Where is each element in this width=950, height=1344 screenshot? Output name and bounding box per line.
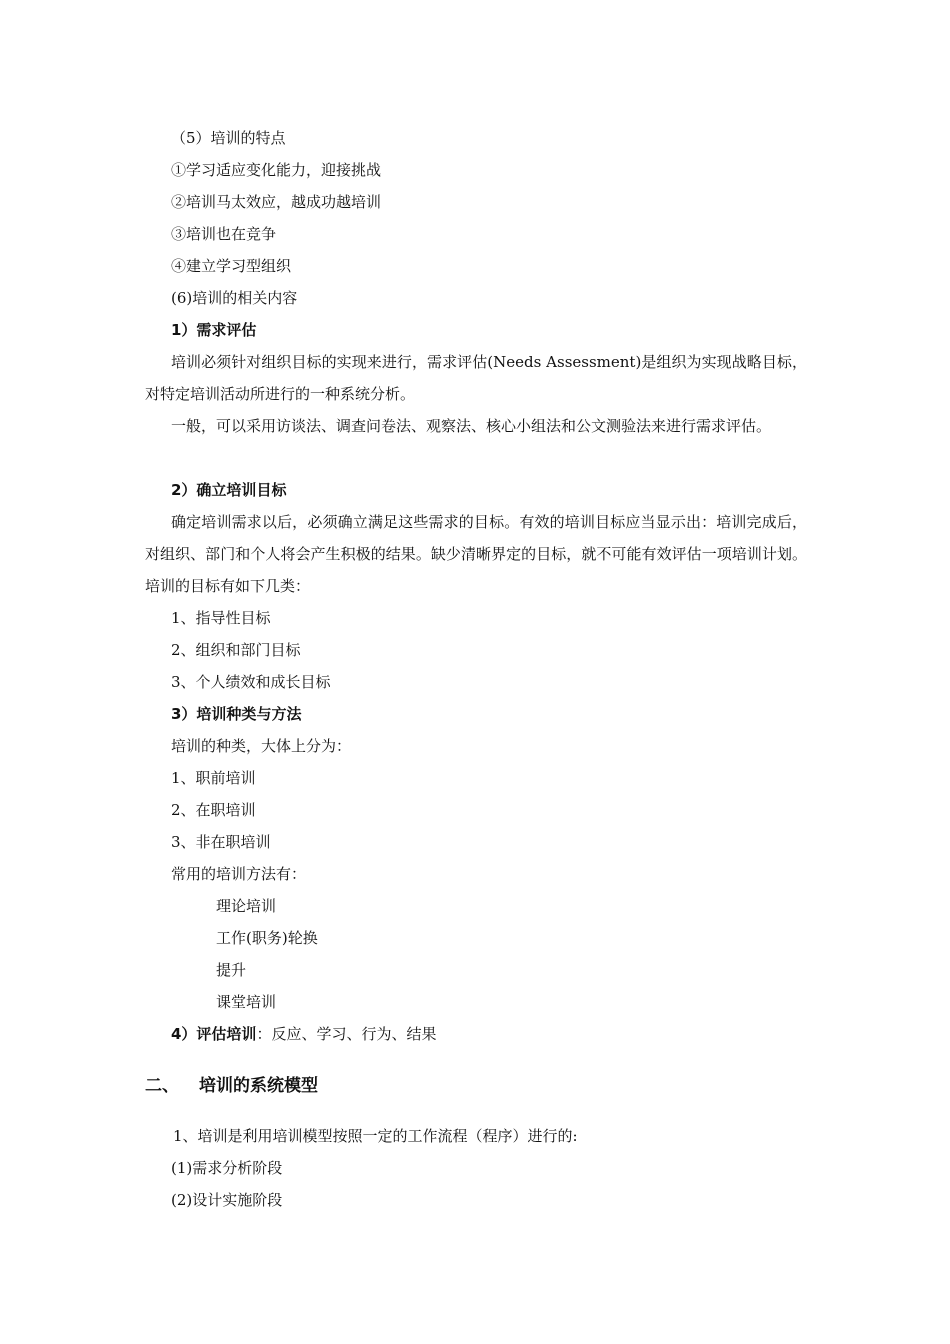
list-item: 2、组织和部门目标 <box>171 641 301 659</box>
list-item: ④建立学习型组织 <box>171 257 292 275</box>
evaluation-title: 4）评估培训 <box>171 1025 257 1043</box>
list-item: ①学习适应变化能力，迎接挑战 <box>171 161 382 179</box>
evaluation-line <box>171 1024 436 1044</box>
needs-assessment-para-2: 一般，可以采用访谈法、调查问卷法、观察法、核心小组法和公文测验法来进行需求评估。 <box>171 417 772 435</box>
list-item: 课堂培训 <box>216 993 277 1011</box>
list-item: ②培训马太效应，越成功越培训 <box>171 193 382 211</box>
list-item: 2、在职培训 <box>171 801 256 819</box>
training-features-heading: （5）培训的特点 <box>171 129 286 147</box>
needs-assessment-para-1: 培训必须针对组织目标的实现来进行，需求评估(Needs Assessment)是组织为实现战略目标，对特定培训活动所进行的一种系统分析。 <box>145 353 807 403</box>
needs-assessment-title: 1）需求评估 <box>171 321 257 339</box>
evaluation-text: ：反应、学习、行为、结果 <box>256 1025 437 1043</box>
methods-intro: 常用的培训方法有： <box>171 865 307 883</box>
objectives-para: 确定培训需求以后，必须确立满足这些需求的目标。有效的培训目标应当显示出：培训完成后，对组织、部门和个人将会产生积极的结果。缺少清晰界定的目标，就不可能有效评估一项培训计划。培训的目标有如下几类： <box>145 513 807 595</box>
objectives-title: 2）确立培训目标 <box>171 481 287 499</box>
section-number: 二、 <box>145 1076 179 1096</box>
section-intro: 1、培训是利用培训模型按照一定的工作流程（程序）进行的: <box>173 1127 578 1145</box>
list-item: 1、职前培训 <box>171 769 256 787</box>
types-methods-title: 3）培训种类与方法 <box>171 705 302 723</box>
related-content-heading: (6)培训的相关内容 <box>171 289 298 307</box>
types-intro: 培训的种类，大体上分为： <box>171 737 352 755</box>
section-title: 培训的系统模型 <box>199 1076 318 1096</box>
list-item: (1)需求分析阶段 <box>171 1159 283 1177</box>
list-item: 理论培训 <box>216 897 277 915</box>
list-item: 工作(职务)轮换 <box>216 929 318 947</box>
list-item: 提升 <box>216 961 247 979</box>
list-item: 3、个人绩效和成长目标 <box>171 673 331 691</box>
list-item: ③培训也在竞争 <box>171 225 277 243</box>
section-heading <box>145 1071 318 1096</box>
list-item: 1、指导性目标 <box>171 609 271 627</box>
list-item: 3、非在职培训 <box>171 833 271 851</box>
list-item: (2)设计实施阶段 <box>171 1191 283 1209</box>
